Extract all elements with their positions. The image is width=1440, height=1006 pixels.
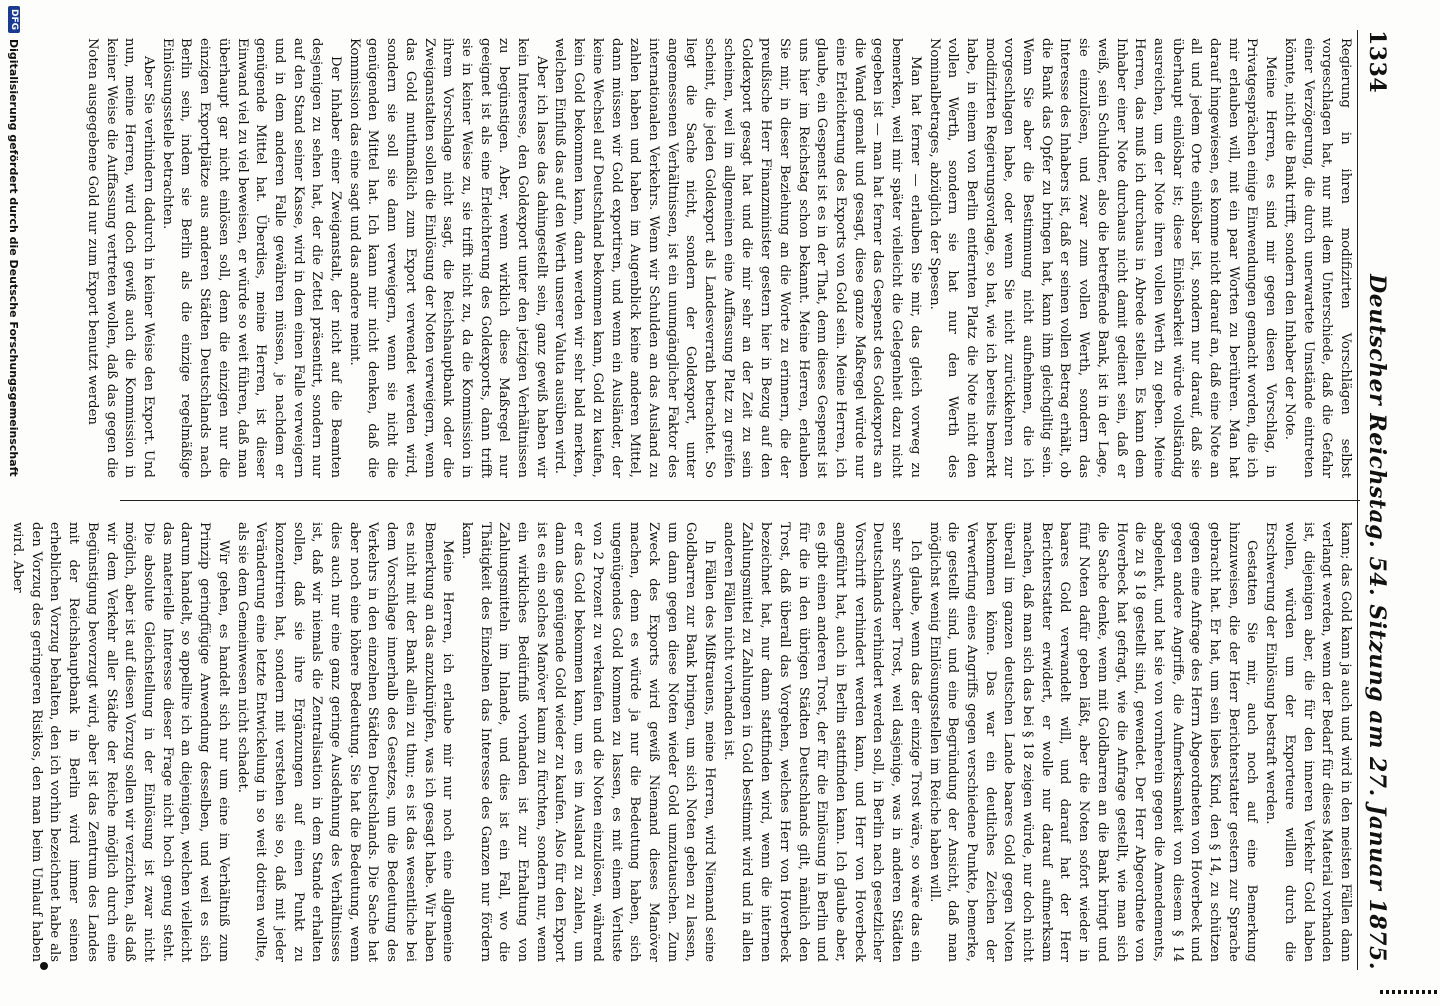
paragraph: Aber Sie verhindern dadurch in keiner Weise den Export. Und nun, meine Herren, wird doch gewiß auch die Kommission in keiner Weise die Auffassung vertreten wollen, daß das gegen die Noten ausgegebene Gold nur zum Export benutzt werden — [84, 38, 156, 478]
paragraph: Wir gehen, es handelt sich nur um eine im Verhältniß zum Prinzip geringfügige Anwendung desselben, und weil es sich darum handelt, so appellire ich an diejenigen, welchen vielleicht das materielle Interesse dieser Frage nicht hoch genug steht. Die absolute Gleichstellung in der Einlösung ist zwar nicht möglich, aber ist auf diesen Vorzug sollen wir verzichten, als daß wir dem Verkehr aller Städte der Reiche möglich durch eine Begünstigung bevorzugt wird, aber ist das Zentrum des Landes mit der Reichshauptbank in Berlin wird immer seinen erheblichen Vorzug behalten, den ich vorhin bezeichnet habe als den Vorzug des geringeren Risikos, den man beim Umlauf haben wird. Aber — [10, 522, 231, 962]
scan-dot — [40, 962, 48, 970]
paragraph: Ich glaube, wenn das der einzige Trost wäre, so wäre das ein sehr schwacher Trost, weil dasjenige, was in anderen Städten Deutschlands verhindert werden soll, in Berlin nach gesetzlicher Vorschrift verhindert werden kann, und Herr von Hoverbeck angeführt hat, auch in Berlin stattfinden kann. Ich glaube aber, es gibt einen anderen Trost, der für die Einlösung in Berlin und für die in den übrigen Städten Deutschlands gilt, nämlich den Trost, daß überall das Vorgehen, welches Herr von Hoverbeck bezeichnet hat, nur dann stattfinden wird, wenn die internen Zahlungsmittel zu Zahlungen in Gold bestimmt wird und in allen anderen Fällen nicht vorhanden ist. — [720, 522, 923, 962]
footer — [3, 0, 25, 1006]
page-title: Deutscher Reichstag. 54. Sitzung am 27. Januar 1875. — [1364, 274, 1390, 970]
paragraph: Der Inhaber einer Zweiganstalt, der nicht auf die Beamten desjenigen zu sehen hat, der die Zettel präsentirt, sondern nur auf den Stand seiner Kasse, wird in dem einen Falle verweigern und in dem anderen Falle gewähren müssen, je nachdem er genügende Mittel hat. Überdies, meine Herren, ist dieser Einwand viel zu viel beweisen, er würde so weit führen, daß man überhaupt gar nicht einlösen soll, denn die einzigen nur die einzigen Exportplätze aus anderen Städten Deutschlands nach Berlin sein, indem sie Berlin als die einzige regelmäßige Einlösungsstelle betrachten. — [159, 38, 344, 478]
dfg-logo: DFG — [8, 6, 20, 33]
column-divider — [120, 500, 1360, 501]
scan-mark — [1380, 990, 1440, 994]
paragraph: kann; das Gold kann ja auch und wird in den meisten Fällen dann verlangt werden, wenn der Bedarf für dieses Material vorhanden ist, diejenigen aber, die für den inneren Verkehr Gold haben wollen, würden um der Exporteure willen durch die Erschwerung der Einlösung bestraft werden. — [1263, 522, 1353, 962]
paragraph: Meine Herren, es sind mir gegen diesen Vorschlag, in Privatgesprächen einige Einwendungen gemacht worden, die ich mir erlauben will, mit ein paar Worten zu berühren. Man hat darauf hingewiesen, es komme nicht darauf an, daß eine Note an all und jedem Orte einlösbar ist, sondern nur darauf, daß sie überhaupt einlösbar ist; diese Einlösbarkeit würde vollständig ausreichen, um der Note ihren vollen Werth zu geben. Meine Herren, das muß ich durchaus in Abrede stellen. Es kann dem Inhaber einer Note durchaus nicht damit gedient sein, daß er weiß, sein Schuldner, also die betreffende Bank, ist in der Lage, sie einzulösen, und zwar zum vollen Werth, sondern das Interesse des Inhabers ist, daß er seinen vollen Betrag erhält, ob die Bank das Opfer zu bringen hat, kann ihm gleichgiltig sein. Wenn Sie aber die Bestimmung nicht aufnehmen, die ich vorgeschlagen habe, oder wenn Sie nicht zurückkehren zur modifizirten Regierungsvorlage, so hat, wie ich bereits bemerkt habe, in einem von Berlin entfernten Platz die Note nicht den vollen Werth, sondern sie hat nur den Werth des Nominalbetrages, abzüglich der Spesen. — [926, 38, 1279, 478]
footer-credit: Digitalisierung gefördert durch die Deutsche Forschungsgemeinschaft — [7, 39, 21, 477]
page-header — [1362, 30, 1392, 970]
paragraph: Regierung in ihren modifizirten Vorschlägen selbst vorgeschlagen hat, nur mit dem Unterschiede, daß die Gefahr einer Verzögerung, die durch unerwartete Umstände eintreten könnte, nicht die Bank trifft, sondern den Inhaber der Note. — [1281, 38, 1353, 478]
right-column — [10, 522, 1354, 962]
paragraph: Gestatten Sie mir, auch noch auf eine Bemerkung hinzuweisen, die der Herr Berichterstatter gestern zur Sprache gebracht hat. Er hat, um sein liebes Kind, den § 14, zu schützen gegen eine Anfrage des Herrn Abgeordneten von Hoverbeck und gegen andere Angriffe, die Aufmerksamkeit von diesem § 14 abgelenkt, und hat sie von vornherein gegen die Amendements, die zu § 18 gestellt sind, gewendet. Der Herr Abgeordnete von Hoverbeck hat gefragt, wie die Anfrage gestellt, wie man sich die Sache denke, wenn mit Goldbarren an die Bank bringt und fünf Noten dafür geben läßt, aber die Noten sofort wieder in baares Gold verwandelt will, und darauf hat der Herr Berichterstatter erwidert, er wolle nur darauf aufmerksam machen, daß man sich das bei § 18 zeigen würde, nur doch nicht überall im ganzen deutschen Lande baares Gold gegen Noten bekommen könne. Das war ein deutliches Zeichen der Verwerfung eines Angriffs gegen verschiedene Punkte, bemerke, die gestellt sind, und eine Begründung der Ansicht, daß man möglichst wenig Einlösungsstellen im Reiche haben will. — [926, 522, 1260, 962]
paragraph: Aber ich lasse das dahingestellt sein, ganz gewiß haben wir kein Interesse, den Goldexport unter den jetzigen Verhältnissen zu begünstigen. Aber, wenn wirklich diese Maßregel nur geeignet ist als eine Erleichterung des Goldexports, dann trifft sie in keiner Weise zu, sie trifft nicht zu, da die Kommission in ihrem Vorschlage nicht sagt, die Reichshauptbank oder die Zweiganstalten sollen die Einlösung der Noten verweigern, wenn das Gold muthmaßlich zum Export verwendet werden wird, sondern sie soll sie dann verweigern, wenn sie nicht die genügenden Mittel hat. Ich kann mir nicht denken, daß die Kommission das eine sagt und das andere meint. — [346, 38, 549, 478]
paragraph: In Fällen des Mißtrauens, meine Herren, wird Niemand seine Goldbarren zur Bank bringen, um sich Noten geben zu lassen, um dann gegen diese Noten wieder Gold umzutauschen. Zum Zweck des Exports wird gewiß Niemand dieses Manöver machen, denn es würde ja nur die Bedeutung haben, sich ungenügendes Gold kommen zu lassen, es mit einem Verluste von 2 Prozent zu verkaufen und die Noten einzulösen, während er das Gold bekommen kann, um es im Ausland zu zahlen, um dann das genügende Gold wieder zu kaufen. Also für den Export ist es ein solches Manöver kaum zu fürchten, sondern nur, wenn ein wirkliches Bedürfniß vorhanden ist zur Erhaltung von Zahlungsmitteln im Inlande, und dies ist ein Fall, wo die Thätigkeit des Einzelnen das Interesse des Ganzen nur fördern kann. — [458, 522, 718, 962]
left-column — [84, 38, 1354, 478]
paragraph: Man hat ferner — erlauben Sie mir, das gleich vorweg zu bemerken, weil mir später vielleicht die Gelegenheit dazu nicht gegeben ist — man hat ferner das Gespenst des Goldexports an die Wand gemalt und gesagt, diese ganze Maßregel würde nur eine Erleichterung des Exports von Gold sein. Meine Herren, ich glaube, ein Gespenst ist es in der That, denn dieses Gespenst ist uns hier im Reichstag schon bekannt. Meine Herren, erlauben Sie mir, in dieser Beziehung an die Worte zu erinnern, die der preußische Herr Finanzminister gestern hier in Bezug auf den Goldexport gesagt hat und die mir sehr an der Zeit zu sein scheinen, weil im allgemeinen eine Auffassung Platz zu greifen scheint, die jeden Goldexport als Landesverrath betrachtet. So liegt die Sache nicht, sondern der Goldexport, unter angemessenen Verhältnissen, ist ein unumgänglicher Faktor des internationalen Verkehrs. Wenn wir Schulden an das Ausland zu zahlen haben und haben im Augenblick keine anderen Mittel, dann müssen wir Gold exportiren, und wenn ein Ausländer, der keine Wechsel auf Deutschland bekommen kann, Gold zu kaufen, kein Gold bekommen kann, dann werden wir sehr bald merken, welchen Einfluß das auf den Werth unserer Valuta ausüben wird. — [552, 38, 923, 478]
paragraph: Meine Herren, ich erlaube mir nur noch eine allgemeine Bemerkung an das anzuknüpfen, was ich gesagt habe. Wir haben es nicht mit der Bank allein zu thun; es ist das wesentliche bei dem Vorschlage innerhalb des Gesetzes, um die Bedeutung des Verkehrs in den einzelnen Städten Deutschlands. Die Sache hat aber noch eine höhere Bedeutung. Sie hat die Bedeutung, wenn dies auch nur eine ganz geringe Ausdehnung des Verhältnisses ist, daß wir niemals die Zentralisation in dem Stande erhalten sollen, daß sie ihre Ergänzungen auf einen Punkt zu konzentriren hat, sondern mit verstehen sie so, daß mit jeder Veränderung eine letzte Entwickelung in so weit dotiren wollte, als sie dem Gemeinwesen nicht schadet. — [234, 522, 456, 962]
page-number: 1334 — [1364, 30, 1390, 94]
